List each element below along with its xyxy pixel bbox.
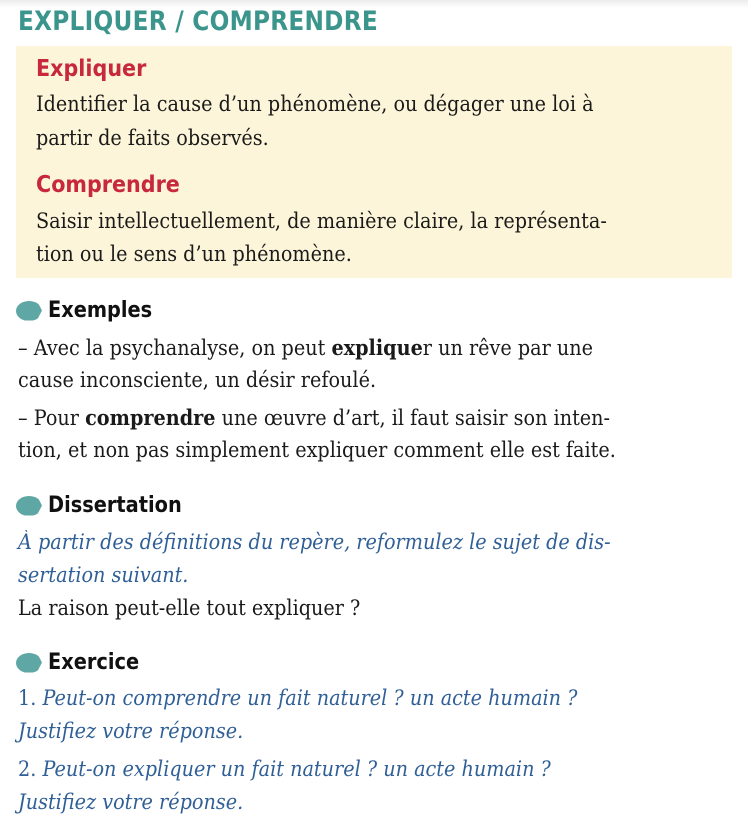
- exercise-number: 1.: [18, 686, 37, 710]
- exercise-number: 2.: [18, 757, 37, 781]
- example-text: – Avec la psychanalyse, on peut expliquer un rêve par une: [18, 335, 594, 360]
- exercise-item-1-line: [18, 715, 669, 748]
- definition-text-line: [36, 122, 655, 155]
- definition-text-line: [36, 205, 655, 238]
- definition-text: Identifier la cause d’un phénomène, ou dégager une loi à: [36, 92, 594, 116]
- section-heading-exercice: [16, 650, 152, 675]
- example-line: [18, 401, 669, 435]
- exercise-item-2-line: [18, 786, 669, 819]
- example-text: – Pour comprendre une œuvre d’art, il faut saisir son inten-: [18, 405, 611, 430]
- definition-text: partir de faits observés.: [36, 126, 269, 150]
- definition-text: Saisir intellectuellement, de manière claire, la représenta-: [36, 209, 607, 233]
- dissertation-instruction-line: [18, 559, 669, 592]
- example-line: [18, 364, 669, 397]
- definition-text-line: [36, 88, 655, 121]
- definition-text: tion ou le sens d’un phénomène.: [36, 242, 352, 266]
- exercise-question: 2. Peut-on expliquer un fait naturel ? un acte humain ?: [18, 757, 551, 781]
- example-text: tion, et non pas simplement expliquer comment elle est faite.: [18, 438, 616, 462]
- instruction-text: sertation suivant.: [18, 563, 189, 587]
- definition-term-expliquer: Expliquer: [36, 56, 147, 82]
- section-heading-exemples: [16, 298, 166, 323]
- bullet-icon: [16, 496, 42, 516]
- section-label: Dissertation: [48, 493, 182, 518]
- exercise-item-2-line: [18, 753, 669, 786]
- definition-term-comprendre: Comprendre: [36, 172, 180, 198]
- keyword: comprendre: [85, 405, 216, 430]
- section-label: Exemples: [48, 298, 153, 323]
- exercise-question: Justifiez votre réponse.: [18, 790, 244, 814]
- example-line: [18, 331, 669, 365]
- example-line: [18, 434, 669, 467]
- dissertation-instruction-line: [18, 526, 669, 559]
- example-text: cause inconsciente, un désir refoulé.: [18, 368, 377, 392]
- keyword: explique: [331, 335, 423, 360]
- section-heading-dissertation: [16, 493, 200, 518]
- exercise-question: 1. Peut-on comprendre un fait naturel ? un acte humain ?: [18, 686, 578, 710]
- dissertation-subject: [18, 592, 669, 625]
- instruction-text: À partir des définitions du repère, reformulez le sujet de dis-: [18, 530, 611, 554]
- exercise-item-1-line: [18, 682, 669, 715]
- bullet-icon: [16, 653, 42, 673]
- subject-text: La raison peut-elle tout expliquer ?: [18, 596, 361, 620]
- bullet-icon: [16, 301, 42, 321]
- section-label: Exercice: [48, 650, 140, 675]
- page-title: EXPLIQUER / COMPRENDRE: [18, 6, 378, 37]
- exercise-question: Justifiez votre réponse.: [18, 719, 244, 743]
- definition-text-line: [36, 238, 655, 271]
